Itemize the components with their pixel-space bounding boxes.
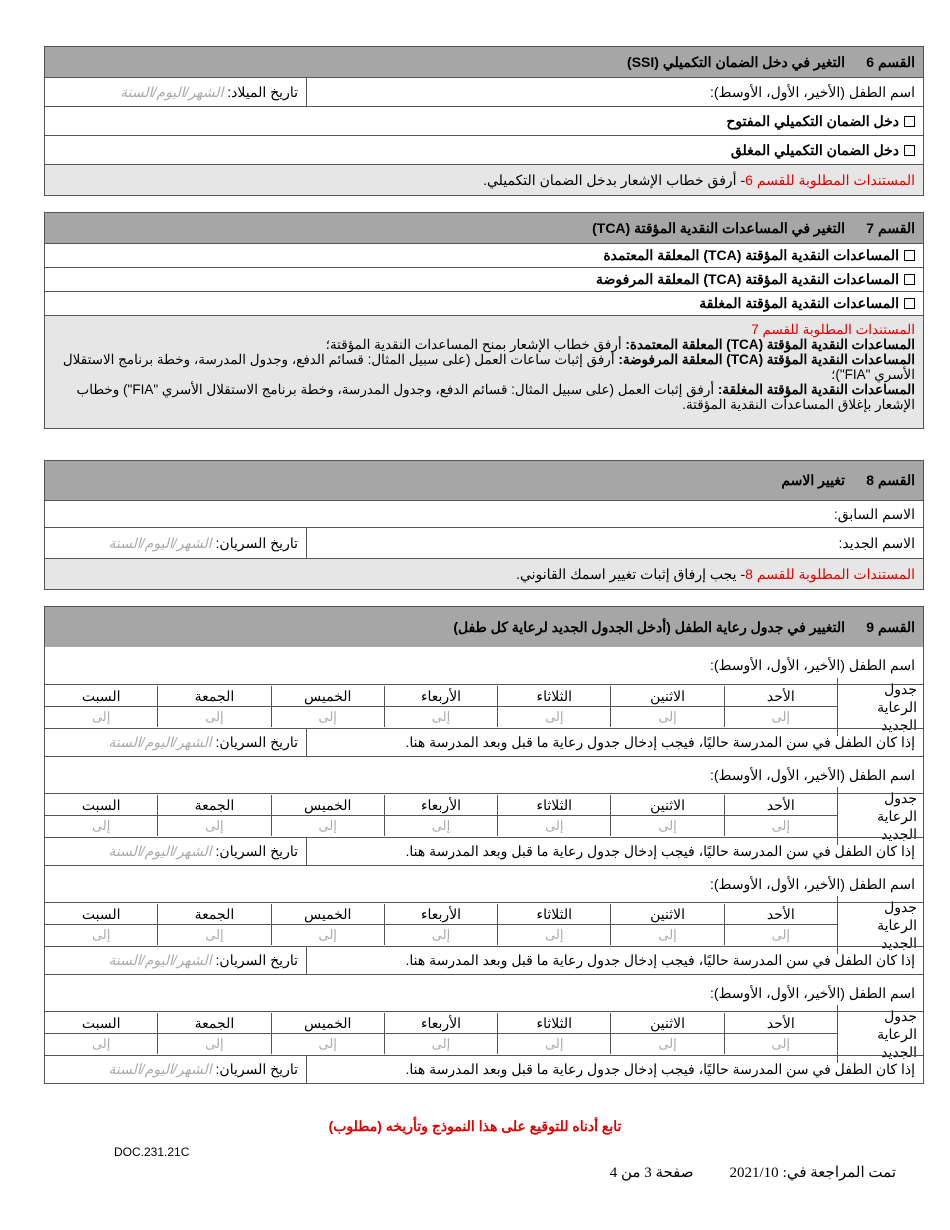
docs-num: 8 xyxy=(745,566,753,582)
time-to-field[interactable]: إلى xyxy=(431,1036,451,1051)
schedule-day xyxy=(45,686,157,727)
time-to-field[interactable]: إلى xyxy=(205,818,224,833)
time-to-field[interactable]: إلى xyxy=(431,709,451,724)
section-6-title: التغير في دخل الضمان التكميلي (SSI) xyxy=(627,53,845,70)
day-name: الأحد xyxy=(725,904,837,925)
school-note: إذا كان الطفل في سن المدرسة حاليًا، فيجب إدخال جدول رعاية ما قبل وبعد المدرسة هنا. xyxy=(405,952,915,968)
section-8-new-name-row xyxy=(45,527,923,558)
day-name: الأربعاء xyxy=(385,795,497,816)
child-name-label: اسم الطفل (الأخير، الأول، الأوسط): xyxy=(709,83,915,100)
tca-approved-option[interactable] xyxy=(45,243,923,267)
section-9 xyxy=(44,606,924,1084)
docs-text: - أرفق خطاب الإشعار بدخل الضمان التكميلي. xyxy=(483,171,746,188)
section-8-docs xyxy=(45,558,923,589)
time-to-field[interactable]: إلى xyxy=(91,1036,111,1051)
section-9-header xyxy=(45,607,923,647)
day-name: الاثنين xyxy=(611,904,723,925)
child-name-field[interactable] xyxy=(45,865,923,902)
section-8-title: تغيير الاسم xyxy=(781,472,845,488)
page-number: صفحة 3 من 4 xyxy=(609,1165,694,1181)
day-name: الأربعاء xyxy=(385,686,497,707)
section-6-child-row xyxy=(45,77,923,106)
schedule-day xyxy=(45,904,157,945)
schedule-day xyxy=(724,1013,837,1054)
section-7-header xyxy=(45,213,923,243)
effective-date-field[interactable] xyxy=(45,729,307,756)
time-to-field[interactable]: إلى xyxy=(658,818,677,833)
school-note: إذا كان الطفل في سن المدرسة حاليًا، فيجب إدخال جدول رعاية ما قبل وبعد المدرسة هنا. xyxy=(405,843,915,859)
time-to-field[interactable]: إلى xyxy=(545,1036,564,1051)
previous-name-field[interactable] xyxy=(45,500,923,527)
school-note-row xyxy=(45,1055,923,1083)
schedule-day xyxy=(271,1013,384,1054)
docs-num: 6 xyxy=(745,172,753,188)
schedule-day xyxy=(384,795,497,836)
ssi-closed-checkbox[interactable] xyxy=(904,145,915,156)
day-name: السبت xyxy=(45,795,157,816)
time-to-field[interactable]: إلى xyxy=(771,818,791,833)
day-name: الخميس xyxy=(272,686,384,707)
schedule-day xyxy=(384,686,497,727)
effective-date-field[interactable] xyxy=(45,838,307,865)
doc-item-title: المساعدات النقدية المؤقتة (TCA) المعلقة المعتمدة: xyxy=(625,337,915,352)
day-name: الاثنين xyxy=(611,795,723,816)
tca-closed-checkbox[interactable] xyxy=(904,298,915,309)
section-7 xyxy=(44,212,924,429)
time-to-field[interactable]: إلى xyxy=(658,709,677,724)
effective-date-field[interactable] xyxy=(45,947,307,974)
day-name: السبت xyxy=(45,686,157,707)
schedule-day xyxy=(610,1013,723,1054)
child-name-label: اسم الطفل (الأخير، الأول، الأوسط): xyxy=(709,766,915,783)
day-name: السبت xyxy=(45,904,157,925)
day-name: الثلاثاء xyxy=(498,686,610,707)
schedule-day xyxy=(271,795,384,836)
dob-label: تاريخ الميلاد: xyxy=(227,83,298,100)
time-to-field[interactable]: إلى xyxy=(318,1036,337,1051)
day-name: الثلاثاء xyxy=(498,904,610,925)
day-name: السبت xyxy=(45,1013,157,1034)
new-name-field[interactable] xyxy=(307,528,923,558)
revision-footer xyxy=(610,1163,896,1182)
day-name: الأربعاء xyxy=(385,904,497,925)
schedule-day xyxy=(610,686,723,727)
ssi-open-checkbox[interactable] xyxy=(904,116,915,127)
day-name: الأحد xyxy=(725,686,837,707)
ssi-open-option[interactable] xyxy=(45,106,923,135)
school-note-row xyxy=(45,837,923,865)
doc-item-text: أرفق خطاب الإشعار بمنح المساعدات النقدية المؤقتة؛ xyxy=(325,337,626,352)
section-6 xyxy=(44,46,924,196)
time-to-field[interactable]: إلى xyxy=(431,927,451,942)
day-name: الأحد xyxy=(725,1013,837,1034)
schedule-day xyxy=(45,795,157,836)
effective-date-label: تاريخ السريان: xyxy=(215,952,298,968)
effective-date-placeholder: الشهر/اليوم/السنة xyxy=(108,952,212,968)
schedule-day xyxy=(610,795,723,836)
section-9-title: التغيير في جدول رعاية الطفل (أدخل الجدول الجديد لرعاية كل طفل) xyxy=(453,618,845,635)
schedule-label: جدول الرعاية الجديد xyxy=(837,1005,923,1063)
schedule-label: جدول الرعاية الجديد xyxy=(837,896,923,954)
effective-date-field[interactable] xyxy=(45,1056,307,1083)
schedule-day xyxy=(384,1013,497,1054)
child-name-field[interactable] xyxy=(45,974,923,1011)
tca-denied-option[interactable] xyxy=(45,267,923,291)
schedule-day xyxy=(157,686,270,727)
doc-item-title: المساعدات النقدية المؤقتة (TCA) المعلقة المرفوضة: xyxy=(618,352,915,367)
time-to-field[interactable]: إلى xyxy=(658,927,677,942)
day-name: الثلاثاء xyxy=(498,795,610,816)
schedule-day xyxy=(497,1013,610,1054)
section-6-docs xyxy=(45,164,923,195)
docs-label: المستندات المطلوبة للقسم xyxy=(756,171,915,188)
day-name: الأربعاء xyxy=(385,1013,497,1034)
schedule-day xyxy=(724,795,837,836)
school-note: إذا كان الطفل في سن المدرسة حاليًا، فيجب إدخال جدول رعاية ما قبل وبعد المدرسة هنا. xyxy=(405,1061,915,1077)
time-to-field[interactable]: إلى xyxy=(205,927,224,942)
section-8 xyxy=(44,460,924,590)
previous-name-label: الاسم السابق: xyxy=(833,505,915,522)
day-name: الجمعة xyxy=(158,686,270,707)
day-name: الاثنين xyxy=(611,1013,723,1034)
schedule-day xyxy=(384,904,497,945)
time-to-field[interactable]: إلى xyxy=(771,709,791,724)
effective-date-placeholder: الشهر/اليوم/السنة xyxy=(108,1061,212,1077)
schedule-day xyxy=(497,795,610,836)
day-name: الخميس xyxy=(272,1013,384,1034)
time-to-field[interactable]: إلى xyxy=(545,709,564,724)
time-to-field[interactable]: إلى xyxy=(91,818,111,833)
time-to-field[interactable]: إلى xyxy=(545,818,564,833)
schedule-day xyxy=(45,1013,157,1054)
child-name-label: اسم الطفل (الأخير، الأول، الأوسط): xyxy=(709,657,915,673)
time-to-field[interactable]: إلى xyxy=(91,709,111,724)
section-9-number: القسم 9 xyxy=(866,618,915,635)
section-6-header xyxy=(45,47,923,77)
schedule-day xyxy=(271,904,384,945)
section-7-title: التغير في المساعدات النقدية المؤقتة (TCA) xyxy=(592,219,845,236)
tca-closed-label: المساعدات النقدية المؤقتة المغلقة xyxy=(699,295,899,311)
schedule-row xyxy=(45,898,923,951)
schedule-day xyxy=(271,686,384,727)
time-to-field[interactable]: إلى xyxy=(318,818,337,833)
sign-note: تابع أدناه للتوقيع على هذا النموذج وتأريخه (مطلوب) xyxy=(328,1118,622,1134)
schedule-day xyxy=(157,795,270,836)
tca-approved-label: المساعدات النقدية المؤقتة (TCA) المعلقة المعتمدة xyxy=(603,247,899,263)
section-7-docs xyxy=(45,315,923,428)
school-note-row xyxy=(45,946,923,974)
ssi-open-label: دخل الضمان التكميلي المفتوح xyxy=(726,112,899,129)
time-to-field[interactable]: إلى xyxy=(771,927,791,942)
time-to-field[interactable]: إلى xyxy=(545,927,564,942)
child-name-label: اسم الطفل (الأخير، الأول، الأوسط): xyxy=(709,875,915,892)
day-name: الثلاثاء xyxy=(498,1013,610,1034)
time-to-field[interactable]: إلى xyxy=(771,1036,791,1051)
schedule-day xyxy=(724,904,837,945)
effective-date-field[interactable] xyxy=(45,528,307,558)
time-to-field[interactable]: إلى xyxy=(318,709,337,724)
dob-placeholder: الشهر/اليوم/السنة xyxy=(120,83,224,100)
school-note: إذا كان الطفل في سن المدرسة حاليًا، فيجب إدخال جدول رعاية ما قبل وبعد المدرسة هنا. xyxy=(405,734,915,750)
new-name-label: الاسم الجديد: xyxy=(838,534,915,551)
tca-denied-checkbox[interactable] xyxy=(904,274,915,285)
effective-date-label: تاريخ السريان: xyxy=(215,734,298,750)
effective-date-placeholder: الشهر/اليوم/السنة xyxy=(108,534,212,551)
revised-label: تمت المراجعة في: xyxy=(782,1165,896,1181)
schedule-row xyxy=(45,680,923,733)
children-schedules xyxy=(45,647,923,1083)
schedule-label: جدول الرعاية الجديد xyxy=(837,787,923,845)
section-8-number: القسم 8 xyxy=(866,472,915,488)
doc-item-text: أرفق إثبات ساعات العمل (على سبيل المثال: قسائم الدفع، وجدول المدرسة، وخطة برنامج الاستقلال الأسري "FIA")؛ xyxy=(62,352,915,382)
child-name-field[interactable] xyxy=(45,756,923,793)
dob-field[interactable] xyxy=(45,78,307,106)
ssi-closed-option[interactable] xyxy=(45,135,923,164)
section-7-number: القسم 7 xyxy=(866,219,915,236)
schedule-row xyxy=(45,1007,923,1060)
child-name-label: اسم الطفل (الأخير، الأول، الأوسط): xyxy=(709,984,915,1001)
day-name: الخميس xyxy=(272,904,384,925)
child-name-field[interactable] xyxy=(45,647,923,684)
day-name: الاثنين xyxy=(611,686,723,707)
ssi-closed-label: دخل الضمان التكميلي المغلق xyxy=(730,141,899,158)
effective-date-placeholder: الشهر/اليوم/السنة xyxy=(108,843,212,859)
time-to-field[interactable]: إلى xyxy=(91,927,111,942)
section-6-number: القسم 6 xyxy=(866,53,915,70)
schedule-day xyxy=(157,904,270,945)
time-to-field[interactable]: إلى xyxy=(318,927,337,942)
doc-item-text: أرفق إثبات العمل (على سبيل المثال: قسائم الدفع، وجدول المدرسة، وخطة برنامج الاستقلال الأسري "FIA") وخطاب الإشعار بإغلاق المساعدات النقدية المؤقتة. xyxy=(76,382,915,412)
tca-denied-label: المساعدات النقدية المؤقتة (TCA) المعلقة المرفوضة xyxy=(596,271,899,287)
docs-label: المستندات المطلوبة للقسم xyxy=(756,565,915,582)
schedule-label: جدول الرعاية الجديد xyxy=(837,678,923,736)
time-to-field[interactable]: إلى xyxy=(658,1036,677,1051)
effective-date-placeholder: الشهر/اليوم/السنة xyxy=(108,734,212,750)
effective-date-label: تاريخ السريان: xyxy=(215,534,298,551)
doc-item-title: المساعدات النقدية المؤقتة المغلقة: xyxy=(717,382,915,397)
time-to-field[interactable]: إلى xyxy=(431,818,451,833)
schedule-day xyxy=(157,1013,270,1054)
day-name: الجمعة xyxy=(158,904,270,925)
effective-date-label: تاريخ السريان: xyxy=(215,1061,298,1077)
schedule-day xyxy=(724,686,837,727)
docs-heading: المستندات المطلوبة للقسم 7 xyxy=(751,322,915,337)
day-name: الجمعة xyxy=(158,795,270,816)
revised-date: 2021/10 xyxy=(729,1165,779,1181)
schedule-row xyxy=(45,789,923,842)
time-to-field[interactable]: إلى xyxy=(205,709,224,724)
section-8-header xyxy=(45,461,923,500)
day-name: الجمعة xyxy=(158,1013,270,1034)
schedule-day xyxy=(497,686,610,727)
tca-approved-checkbox[interactable] xyxy=(904,250,915,261)
docs-text: - يجب إرفاق إثبات تغيير اسمك القانوني. xyxy=(516,565,746,582)
effective-date-label: تاريخ السريان: xyxy=(215,843,298,859)
day-name: الأحد xyxy=(725,795,837,816)
school-note-row xyxy=(45,728,923,756)
schedule-day xyxy=(497,904,610,945)
time-to-field[interactable]: إلى xyxy=(205,1036,224,1051)
schedule-day xyxy=(610,904,723,945)
tca-closed-option[interactable] xyxy=(45,291,923,315)
day-name: الخميس xyxy=(272,795,384,816)
doc-id: DOC.231.21C xyxy=(114,1145,190,1159)
